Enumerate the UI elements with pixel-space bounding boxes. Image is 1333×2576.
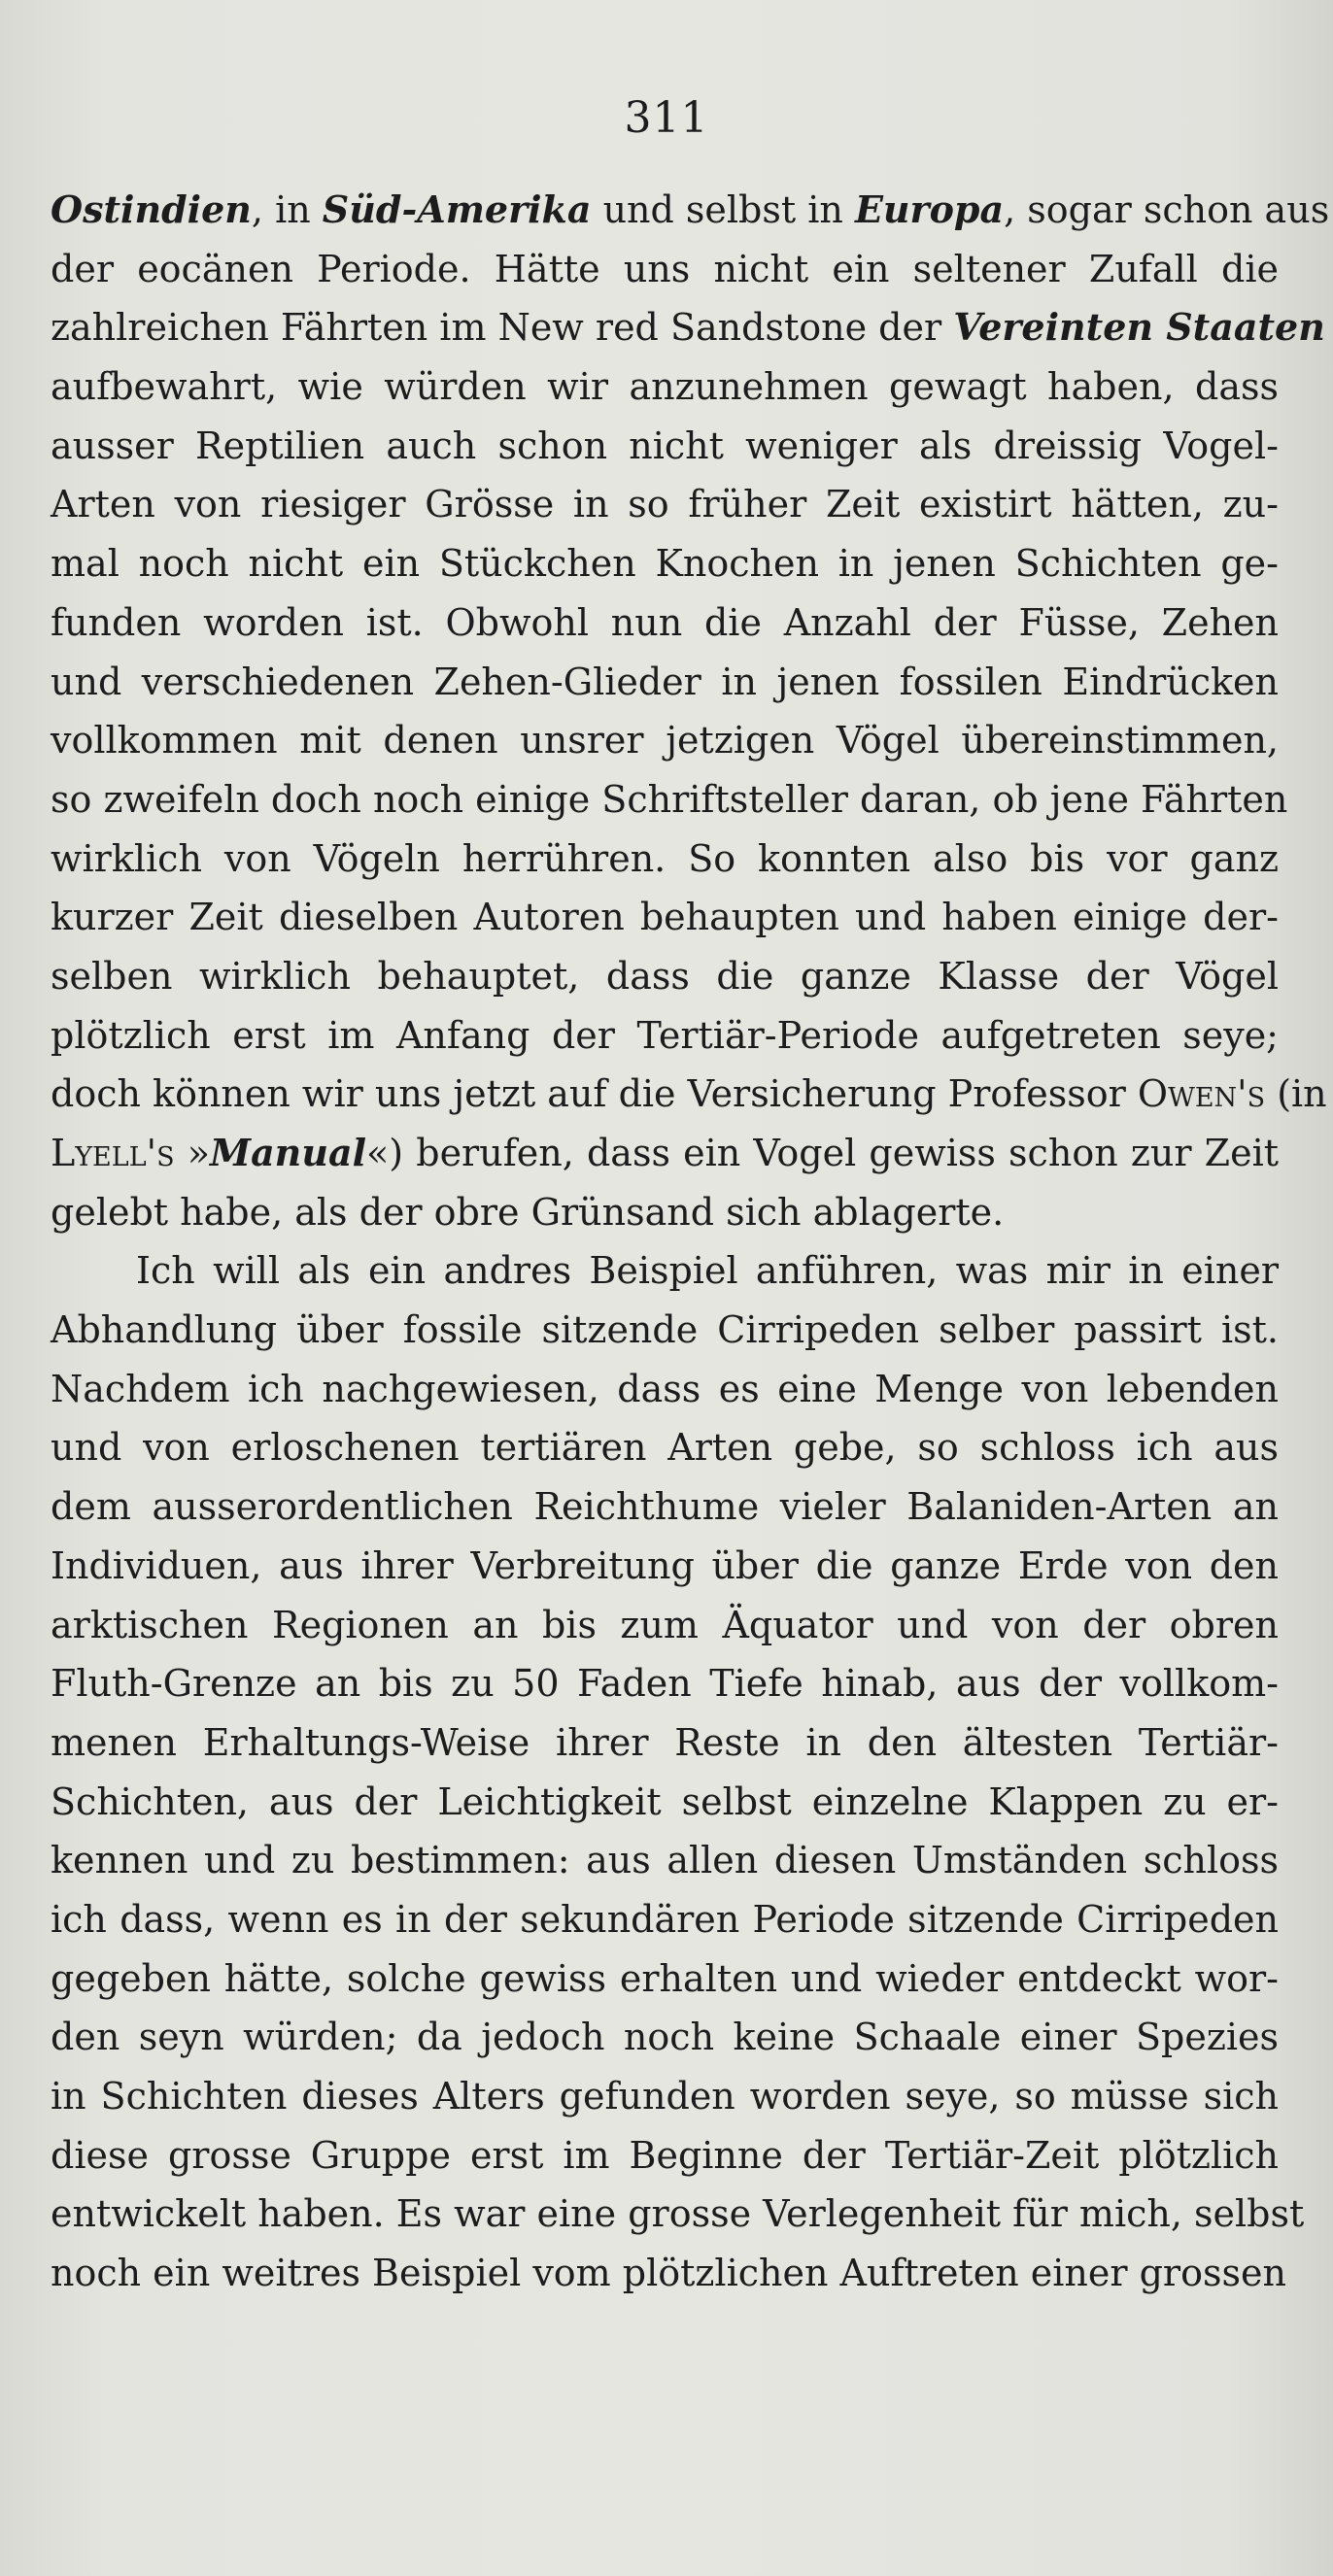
text-line: ausser Reptilien auch schon nicht weniger als dreissig Vogel-: [51, 424, 1279, 467]
text-line: ich dass, wenn es in der sekundären Periode sitzende Cirripeden: [51, 1897, 1279, 1941]
text-line: der eocänen Periode. Hätte uns nicht ein seltener Zufall die: [51, 247, 1279, 290]
text-line: Arten von riesiger Grösse in so früher Zeit existirt hätten, zu-: [51, 483, 1279, 526]
book-title: Manual: [210, 1131, 366, 1174]
text-line: gegeben hätte, solche gewiss erhalten und wieder entdeckt wor-: [51, 1956, 1279, 2000]
place-name: Vereinten Staaten: [953, 305, 1325, 350]
text-line: diese grosse Gruppe erst im Beginne der Tertiär-Zeit plötzlich: [51, 2133, 1279, 2177]
text-span: «) berufen, dass ein Vogel gewiss schon zur Zeit: [366, 1132, 1279, 1174]
text-line: so zweifeln doch noch einige Schriftsteller daran, ob jene Fährten: [51, 777, 1288, 821]
text-line: menen Erhaltungs-Weise ihrer Reste in den ältesten Tertiär-: [51, 1720, 1279, 1764]
text-line: aufbewahrt, wie würden wir anzunehmen gewagt haben, dass: [51, 365, 1279, 409]
text-line: und von erloschenen tertiären Arten gebe, so schloss ich aus: [51, 1426, 1279, 1470]
text-line: dem ausserordentlichen Reichthume vieler Balaniden-Arten an: [51, 1485, 1279, 1529]
text-span: , in: [251, 188, 323, 231]
text-line: kurzer Zeit dieselben Autoren behaupten und haben einige der-: [51, 896, 1279, 939]
text-span: und selbst in: [591, 188, 855, 231]
text-line: kennen und zu bestimmen: aus allen diesen Umständen schloss: [51, 1839, 1279, 1882]
text-span: »: [174, 1132, 210, 1174]
text-line: funden worden ist. Obwohl nun die Anzahl der Füsse, Zehen: [51, 600, 1279, 644]
text-line: den seyn würden; da jedoch noch keine Schaale einer Spezies: [51, 2016, 1279, 2059]
text-line: wirklich von Vögeln herrühren. So konnten also bis vor ganz: [51, 836, 1279, 880]
body-text: [51, 181, 1330, 2303]
text-span: zahlreichen Fährten im New red Sandstone der: [51, 306, 954, 350]
text-line: Abhandlung über fossile sitzende Cirripeden selber passirt ist.: [51, 1308, 1279, 1352]
author-name: Owen's: [1137, 1072, 1266, 1116]
text-line-paragraph-end: gelebt habe, als der obre Grünsand sich ablagerte.: [51, 1190, 1005, 1234]
text-line: vollkommen mit denen unsrer jetzigen Vögel übereinstimmen,: [51, 719, 1279, 763]
text-span: , sogar schon aus: [1004, 188, 1330, 231]
text-span: doch können wir uns jetzt auf die Versicherung Professor: [51, 1072, 1138, 1116]
text-line: [51, 298, 1325, 357]
text-line: mal noch nicht ein Stückchen Knochen in jenen Schichten ge-: [51, 542, 1279, 586]
page-number: 311: [624, 93, 709, 143]
text-line-paragraph-start: Ich will als ein andres Beispiel anführen, was mir in einer: [136, 1249, 1279, 1293]
text-line: [51, 1065, 1327, 1124]
text-line: [51, 181, 1330, 240]
text-line: Individuen, aus ihrer Verbreitung über die ganze Erde von den: [51, 1543, 1279, 1587]
place-name: Ostindien: [51, 187, 252, 231]
text-line: in Schichten dieses Alters gefunden worden seye, so müsse sich: [51, 2075, 1279, 2118]
text-span: (in: [1265, 1072, 1327, 1116]
author-name: Lyell's: [51, 1132, 175, 1174]
text-line: plötzlich erst im Anfang der Tertiär-Periode aufgetreten seye;: [51, 1013, 1279, 1057]
text-line: und verschiedenen Zehen-Glieder in jenen fossilen Eindrücken: [51, 660, 1279, 703]
text-line: entwickelt haben. Es war eine grosse Verlegenheit für mich, selbst: [51, 2192, 1305, 2236]
text-line: Fluth-Grenze an bis zu 50 Faden Tiefe hinab, aus der vollkom-: [51, 1662, 1279, 1706]
text-line: selben wirklich behauptet, dass die ganze Klasse der Vögel: [51, 954, 1279, 998]
text-line: noch ein weitres Beispiel vom plötzlichen Auftreten einer grossen: [51, 2252, 1286, 2295]
place-name: Europa: [854, 187, 1005, 231]
text-line: Schichten, aus der Leichtigkeit selbst einzelne Klappen zu er-: [51, 1779, 1279, 1823]
text-line: arktischen Regionen an bis zum Äquator und von der obren: [51, 1603, 1279, 1646]
text-line: Nachdem ich nachgewiesen, dass es eine Menge von lebenden: [51, 1367, 1279, 1410]
place-name: Süd-Amerika: [322, 187, 592, 231]
text-line: [51, 1124, 1279, 1183]
